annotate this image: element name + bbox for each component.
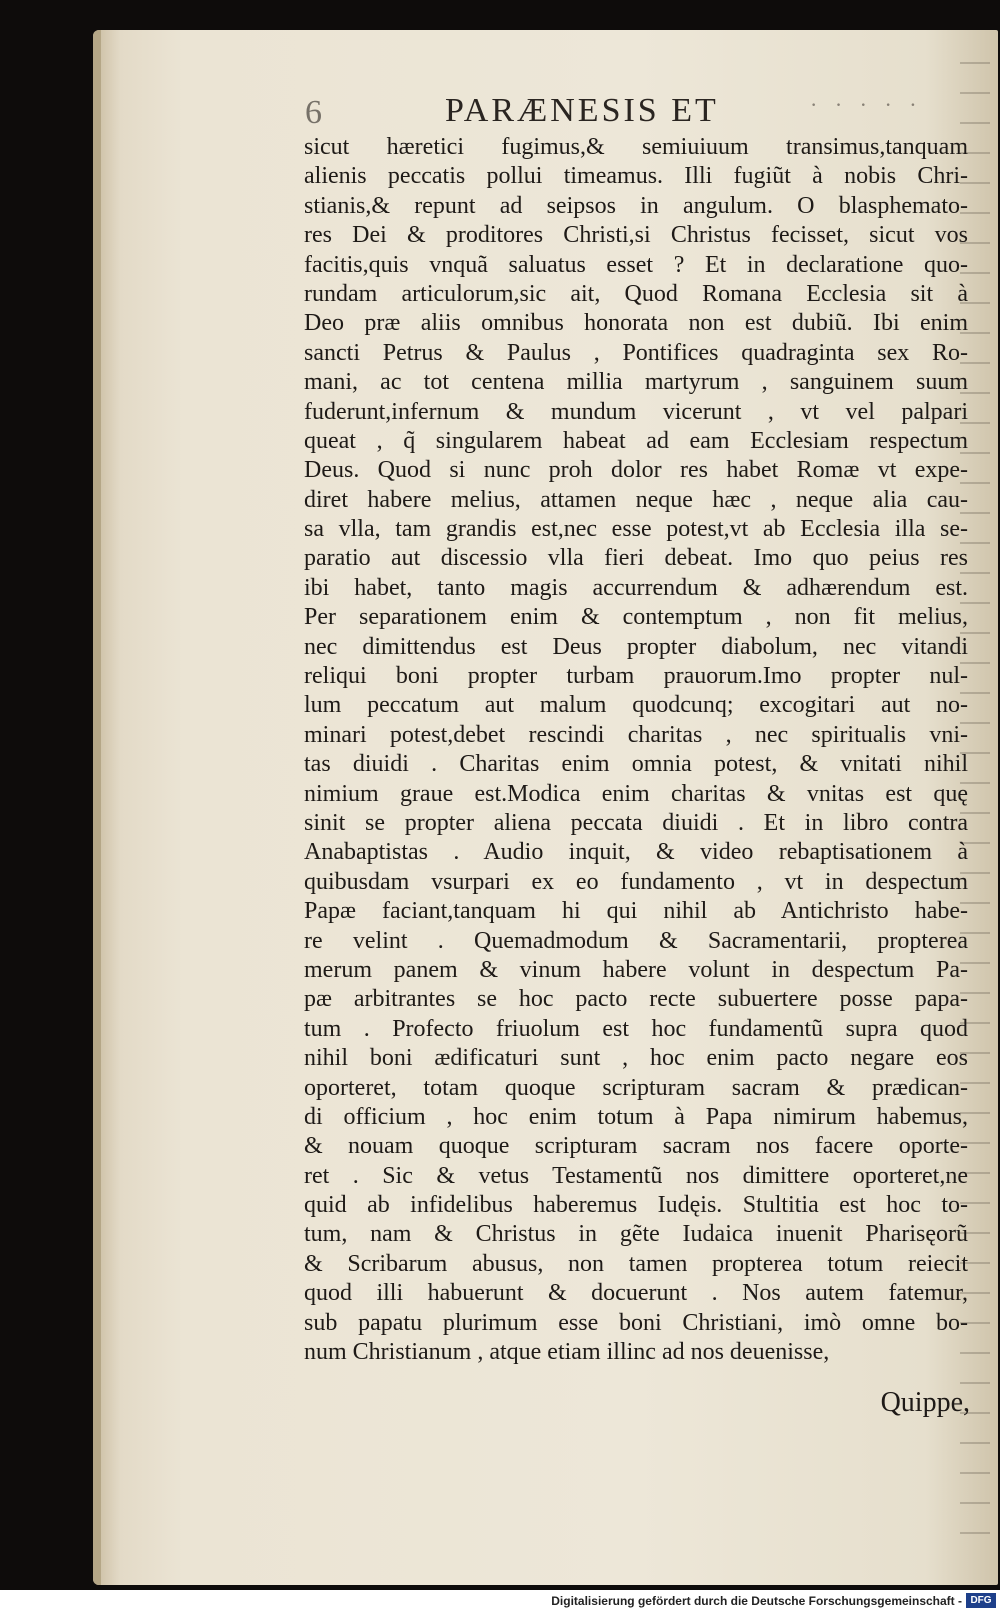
text-line: tum, nam & Christus in gẽte Iudaica inuenit Pharisęorũ xyxy=(304,1221,968,1248)
text-line: paratio aut discessio vlla fieri debeat. Imo quo peius res xyxy=(304,545,968,572)
text-line: facitis,quis vnquã saluatus esset ? Et in declaratione quo- xyxy=(304,251,968,278)
text-line: sicut hæretici fugimus,& semiuiuum transimus,tanquam xyxy=(304,134,968,160)
text-line: re velint . Quemadmodum & Sacramentarii, propterea xyxy=(304,927,968,954)
text-line: merum panem & vinum habere volunt in despectum Pa- xyxy=(304,956,968,983)
text-line: Anabaptistas . Audio inquit, & video rebaptisationem à xyxy=(304,839,968,866)
text-line: rundam articulorum,sic ait, Quod Romana Ecclesia sit à xyxy=(304,280,968,307)
text-line: fuderunt,infernum & mundum vicerunt , vt vel palpari xyxy=(304,398,968,425)
footer-bar xyxy=(0,1590,1000,1613)
text-line: oporteret, totam quoque scripturam sacram & prædican- xyxy=(304,1074,968,1101)
text-line: lum peccatum aut malum quodcunq; excogitari aut no- xyxy=(304,692,968,719)
text-line: & nouam quoque scripturam sacram nos facere oporte- xyxy=(304,1133,968,1160)
text-line: sa vlla, tam grandis est,nec esse potest,vt ab Ecclesia illa se- xyxy=(304,516,968,543)
text-line: diret habere melius, attamen neque hæc , neque alia cau- xyxy=(304,486,968,513)
text-line: pæ arbitrantes se hoc pacto recte subuertere posse papa- xyxy=(304,986,968,1013)
text-line: Deus. Quod si nunc proh dolor res habet Romæ vt expe- xyxy=(304,457,968,484)
text-line: ret . Sic & vetus Testamentũ nos dimittere oporteret,ne xyxy=(304,1162,968,1189)
text-line: stianis,& repunt ad seipsos in angulum. O blasphemato- xyxy=(304,192,968,219)
catchword: Quippe, xyxy=(880,1387,970,1418)
text-line: nihil boni ædificaturi sunt , hoc enim pacto negare eos xyxy=(304,1045,968,1072)
text-line: alienis peccatis pollui timeamus. Illi fugiũt à nobis Chri- xyxy=(304,163,968,190)
running-head xyxy=(305,92,925,136)
page-edge xyxy=(93,30,101,1585)
footer-credit: Digitalisierung gefördert durch die Deutsche Forschungsgemeinschaft - xyxy=(551,1594,962,1608)
running-head-ornament: · · · · · xyxy=(810,92,923,117)
text-line: tum . Profecto friuolum est hoc fundamentũ supra quod xyxy=(304,1015,968,1042)
running-head-title: PARÆNESIS ET xyxy=(445,92,719,129)
text-line: di officium , hoc enim totum à Papa nimirum habemus, xyxy=(304,1103,968,1130)
text-line: quibusdam vsurpari ex eo fundamento , vt in despectum xyxy=(304,868,968,895)
text-line: & Scribarum abusus, non tamen propterea totum reiecit xyxy=(304,1250,968,1277)
text-line: reliqui boni propter turbam prauorum.Imo propter nul- xyxy=(304,663,968,690)
text-line: Per separationem enim & contemptum , non fit melius, xyxy=(304,604,968,631)
text-line: sub papatu plurimum esse boni Christiani, imò omne bo- xyxy=(304,1309,968,1336)
folio-number: 6 xyxy=(305,94,322,131)
text-line: sinit se propter aliena peccata diuidi . Et in libro contra xyxy=(304,809,968,836)
text-line: nimium graue est.Modica enim charitas & vnitas est quę xyxy=(304,780,968,807)
dfg-logo: DFG xyxy=(966,1593,996,1608)
text-line: tas diuidi . Charitas enim omnia potest, & vnitati nihil xyxy=(304,751,968,778)
text-line: sancti Petrus & Paulus , Pontifices quadraginta sex Ro- xyxy=(304,339,968,366)
text-line: num Christianum , atque etiam illinc ad nos deuenisse, xyxy=(304,1339,830,1366)
text-line: quid ab infidelibus haberemus Iudęis. Stultitia est hoc to- xyxy=(304,1192,968,1219)
text-line: res Dei & proditores Christi,si Christus fecisset, sicut vos xyxy=(304,222,968,249)
text-line: ibi habet, tanto magis accurrendum & adhærendum est. xyxy=(304,574,968,601)
text-line: mani, ac tot centena millia martyrum , sanguinem suum xyxy=(304,369,968,396)
text-line: nec dimittendus est Deus propter diabolum, nec vitandi xyxy=(304,633,968,660)
text-line: minari potest,debet rescindi charitas , nec spiritualis vni- xyxy=(304,721,968,748)
text-line: queat , q̃ singularem habeat ad eam Ecclesiam respectum xyxy=(304,427,968,454)
text-line: Papæ faciant,tanquam hi qui nihil ab Antichristo habe- xyxy=(304,898,968,925)
text-line: quod illi habuerunt & docuerunt . Nos autem fatemur, xyxy=(304,1280,968,1307)
text-line: Deo præ aliis omnibus honorata non est dubiũ. Ibi enim xyxy=(304,310,968,337)
body-text xyxy=(304,133,968,1367)
